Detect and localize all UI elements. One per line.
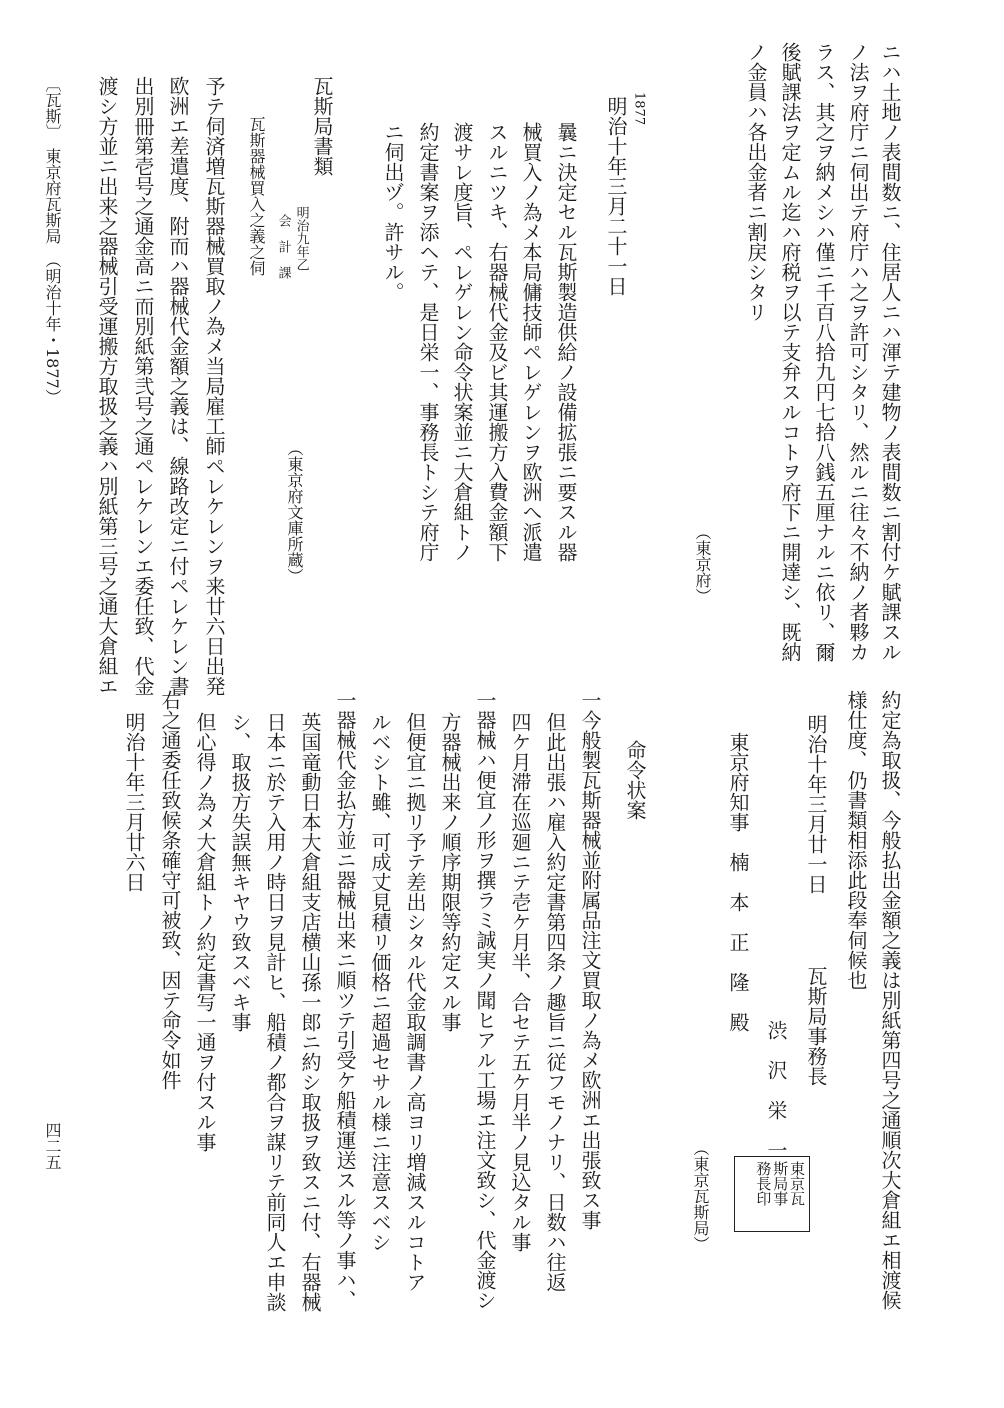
item-title: 瓦斯器械買入之義之伺 [247, 116, 266, 276]
order-date: 明治十年三月廿六日 [122, 712, 146, 892]
seal-line: 東京瓦 [788, 1161, 806, 1206]
text-column: 渡シ方並ニ出来之器械引受運搬方取扱之義ハ別紙第三号之通大倉組エ [95, 76, 119, 696]
text-column: スルニツキ、右器械代金及ビ其運搬方入費金額下 [485, 122, 509, 562]
text-column: 後賦課法ヲ定ムル迄ハ府税ヲ以テ支弁スルコトヲ府下ニ開達シ、既納 [778, 42, 802, 662]
order-item: ルベシト雖、可成丈見積リ価格ニ超過セサル様ニ注意スベシ [368, 712, 392, 1252]
text-column: 約定書案ヲ添ヘテ、是日栄一、事務長トシテ府庁 [416, 122, 440, 562]
text-column: ニハ土地ノ表間数ニ、住居人ニハ渾テ建物ノ表間数ニ割付ケ賦課スル [878, 42, 902, 662]
text-column: 出別冊第壱号之通金高ニ而別紙第弐号之通ペレケレンエ委任致、代金 [131, 76, 155, 696]
sender-office: 瓦斯局事務長 [804, 966, 828, 1086]
text-column: ノ金員ハ各出金者ニ割戻シタリ [744, 42, 768, 322]
source-citation: （東京府） [693, 524, 712, 604]
addressee: 東京府知事 楠 本 正 隆 殿 [726, 732, 750, 1032]
letter-date: 明治十年三月廿一日 [804, 714, 828, 894]
archive-source: （東京府文庫所蔵） [285, 440, 304, 584]
text-column: 械買入ノ為メ本局傭技師ペレゲレンヲ欧洲へ派遣 [519, 122, 543, 562]
order-item: 英国竜動日本大倉組支店横山孫一郎ニ約シ取扱ヲ致スニ付、右器械 [298, 712, 322, 1312]
order-item: 右之通委任致候条確守可被致、因テ命令如件 [158, 690, 182, 1090]
order-item: 方器械出来ノ順序期限等約定スル事 [438, 712, 462, 1032]
text-column: 曩ニ決定セル瓦斯製造供給ノ設備拡張ニ要スル器 [554, 122, 578, 562]
text-column: ノ法ヲ府庁ニ伺出テ府庁ハ之ヲ許可シタリ、然ルニ往々不納ノ者夥カ [846, 42, 870, 662]
order-item: 但心得ノ為メ大倉組トノ約定書写一通ヲ付スル事 [193, 712, 217, 1152]
text-column: 欧洲エ差遣度、附而ハ器械代金額之義は、線路改定ニ付ペレケレン書 [166, 76, 190, 696]
page-number: 四二五 [43, 1122, 62, 1170]
text-column: ラス、其之ヲ納メシハ僅ニ千百八拾九円七拾八銭五厘ナルニ依リ、爾 [812, 42, 836, 662]
seal-line: 務長印 [754, 1161, 773, 1206]
official-seal [734, 1156, 810, 1232]
order-item: 但便宜ニ拠リ予テ差出シタル代金取調書ノ高ヨリ増減スルコトア [403, 712, 427, 1292]
text-column: 渡サレ度旨、ペレゲレン命令状案並ニ大倉組トノ [450, 122, 474, 562]
order-item: 但此出張ハ雇入約定書第四条ノ趣旨ニ従フモノナリ、日数ハ往返 [543, 712, 567, 1292]
order-item: シ、取扱方失誤無キヤウ致スベキ事 [228, 712, 252, 1032]
doc-date-year: 明治九年乙 [293, 206, 309, 271]
date-heading: 明治十年三月二十一日 [604, 96, 628, 296]
western-year: 1877 [631, 92, 647, 126]
text-column: 様仕度、仍書類相添此段奉伺候也 [844, 690, 868, 990]
running-head: 〔瓦斯〕 東京府瓦斯局 （明治十年・1877） [43, 76, 62, 405]
seal-line: 斯局事 [771, 1161, 790, 1206]
text-column: 約定為取扱、今般払出金額之義は別紙第四号之通順次大倉組エ相渡候 [878, 690, 902, 1310]
order-item: 一器械ハ便宜ノ形ヲ撰ラミ誠実ノ聞ヒアル工場エ注文致シ、代金渡シ [473, 690, 497, 1310]
order-item: 一今般製瓦斯器械並附属品注文買取ノ為メ欧洲エ出張致ス事 [578, 690, 602, 1230]
order-item: 一器械代金払方並ニ器械出来ニ順ツテ引受ケ船積運送スル等ノ事ハ、 [333, 690, 357, 1310]
document-title: 瓦斯局書類 [310, 76, 334, 176]
text-column: 予テ伺済増瓦斯器械買取ノ為メ当局雇工師ペレケレンヲ来廿六日出発 [202, 76, 226, 696]
doc-date-department: 会 計 課 [275, 214, 291, 279]
text-column: ニ伺出ヅ。許サル。 [381, 122, 405, 302]
order-title: 命令状案 [623, 740, 647, 820]
order-item: 日本ニ於テ入用ノ時日ヲ見計ヒ、船積ノ都合ヲ謀リテ前同人エ申談 [263, 712, 287, 1312]
sender-name: 渋 沢 栄 一 [764, 1020, 788, 1160]
source-citation: （東京瓦斯局） [691, 1140, 710, 1252]
order-item: 四ケ月滞在巡廻ニテ壱ケ月半、合セテ五ケ月半ノ見込タル事 [508, 712, 532, 1252]
